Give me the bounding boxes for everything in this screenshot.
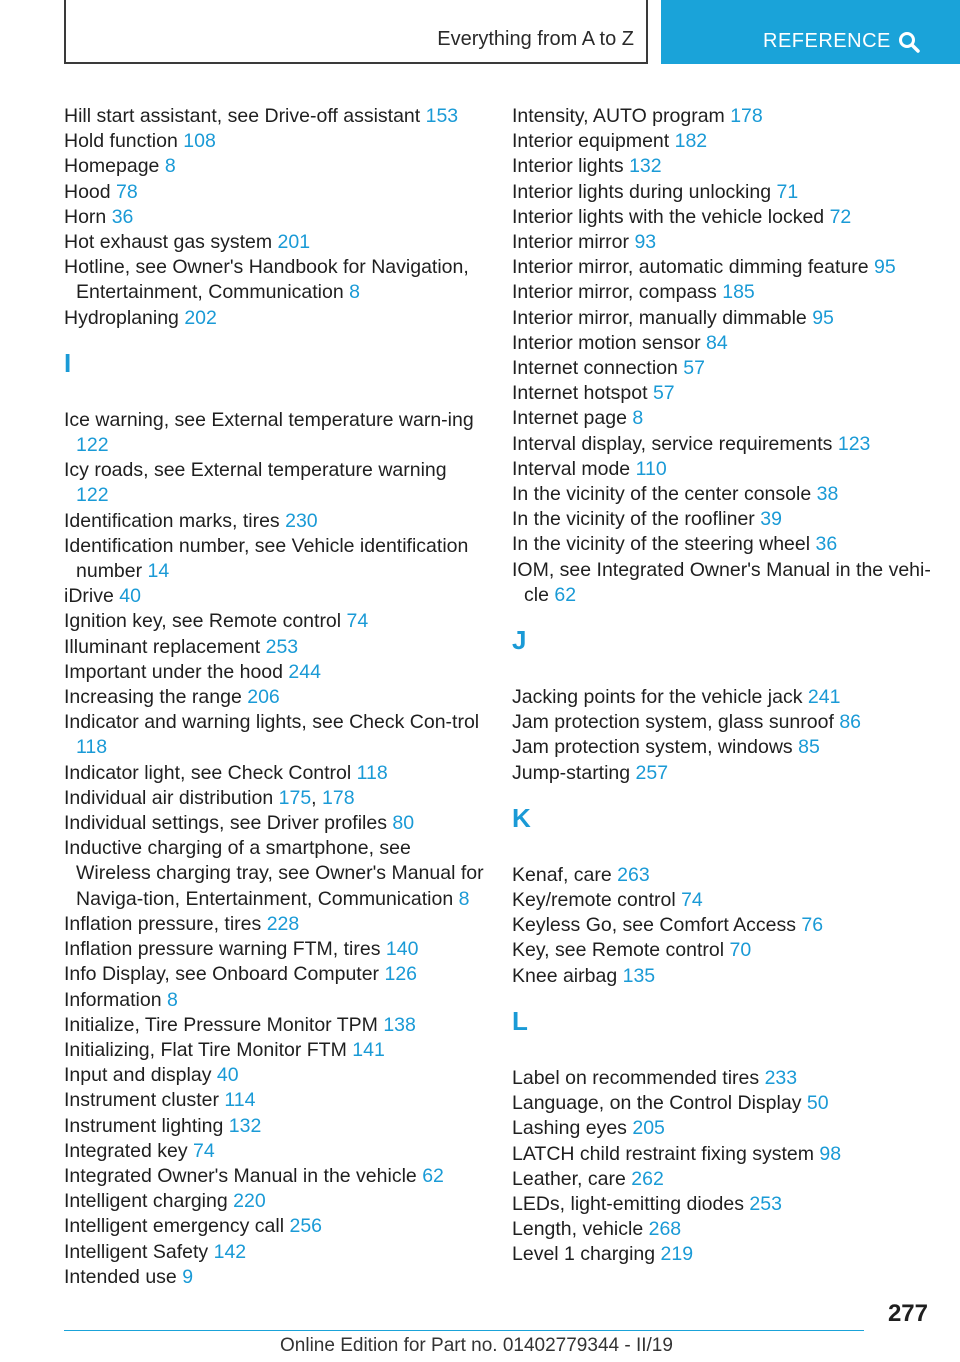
index-entry <box>64 1063 484 1088</box>
page-reference-link[interactable]: 72 <box>829 205 852 228</box>
index-entry-text: Internet hotspot <box>512 382 648 405</box>
page-reference-link[interactable]: 241 <box>807 686 841 709</box>
page-reference-link[interactable]: 78 <box>116 180 138 203</box>
page-reference-link[interactable]: 85 <box>798 736 820 759</box>
index-entry <box>64 129 484 154</box>
index-entry <box>512 1242 932 1267</box>
index-entry <box>512 381 932 406</box>
index-entry <box>64 1013 484 1038</box>
index-entry-text: Increasing the range <box>64 686 242 709</box>
page-reference-link[interactable]: 135 <box>622 964 656 987</box>
page-reference-link[interactable]: 122 <box>76 434 109 457</box>
index-entry <box>64 408 484 458</box>
index-entry <box>64 306 484 331</box>
index-entry <box>64 509 484 534</box>
index-entry <box>512 457 932 482</box>
index-entry-text: Ice warning, see External temperature warn-ing <box>64 408 474 431</box>
page-reference-link[interactable]: 95 <box>812 306 834 329</box>
index-entry-text: Interior lights during unlocking <box>512 180 772 203</box>
reference-label: REFERENCE <box>763 30 891 52</box>
page-reference-link[interactable]: 185 <box>722 281 755 304</box>
index-entry <box>512 331 932 356</box>
page-reference-link[interactable]: 39 <box>760 508 782 531</box>
index-entry-text: Identification marks, tires <box>64 509 280 532</box>
index-entry-text: Inflation pressure, tires <box>64 912 262 935</box>
index-entry <box>64 255 484 305</box>
index-entry <box>64 1139 484 1164</box>
page-reference-link[interactable]: 95 <box>873 256 896 279</box>
index-entry <box>512 507 932 532</box>
index-entry-text: Hot exhaust gas system <box>64 231 273 254</box>
page-reference-link[interactable]: 8 <box>349 281 360 304</box>
page-reference-link[interactable]: 253 <box>749 1192 782 1215</box>
index-entry <box>512 280 932 305</box>
page-reference-link[interactable]: 71 <box>776 180 799 203</box>
index-entry <box>512 964 932 989</box>
index-entry-text: Lashing eyes <box>512 1117 627 1140</box>
index-entry-text: Hotline, see Owner's Handbook for Navigation, Entertainment, Communication <box>64 256 469 304</box>
index-entry <box>64 1189 484 1214</box>
page-reference-link[interactable]: 206 <box>247 686 280 709</box>
index-entry-text: In the vicinity of the center console <box>512 483 812 506</box>
index-entry-text: In the vicinity of the roofliner <box>512 508 755 531</box>
index-entry <box>512 432 932 457</box>
page-reference-link[interactable]: 98 <box>819 1142 842 1165</box>
index-entry-text: Inductive charging of a smartphone, see Wireless charging tray, see Owner's Manual for Naviga-tion, Entertainment, Communication <box>64 837 484 910</box>
index-entry-text: Hydroplaning <box>64 306 179 329</box>
search-icon[interactable] <box>897 30 921 54</box>
index-entry-text: Icy roads, see External temperature warning <box>64 459 447 482</box>
index-entry-text: Initialize, Tire Pressure Monitor TPM <box>64 1013 378 1036</box>
index-entry <box>512 1167 932 1192</box>
index-entry <box>512 482 932 507</box>
footer-divider <box>64 1330 864 1331</box>
index-entry-text: Interval display, service requirements <box>512 432 833 455</box>
index-entry-text: Hold function <box>64 130 178 153</box>
index-entry-text: Individual air distribution <box>64 786 274 809</box>
index-entry <box>512 1091 932 1116</box>
page-reference-link[interactable]: 36 <box>815 533 838 556</box>
index-entry-text: Level 1 charging <box>512 1243 656 1266</box>
index-entry <box>512 205 932 230</box>
index-entry <box>512 913 932 938</box>
index-entry-text: Information <box>64 988 162 1011</box>
edition-footer: Online Edition for Part no. 01402779344 - II/19 <box>280 1335 673 1356</box>
index-entry-text: Jacking points for the vehicle jack <box>512 686 803 709</box>
index-entry <box>512 710 932 735</box>
page-reference-link[interactable]: 57 <box>683 357 705 380</box>
index-entry <box>512 1066 932 1091</box>
index-entry-text: Label on recommended tires <box>512 1066 760 1089</box>
index-entry-text: Horn <box>64 205 107 228</box>
index-entry <box>64 1164 484 1189</box>
index-entry <box>512 532 932 557</box>
index-entry <box>64 811 484 836</box>
index-entry <box>64 230 484 255</box>
index-entry <box>512 685 932 710</box>
index-entry <box>512 761 932 786</box>
page-reference-link[interactable]: 201 <box>277 231 311 254</box>
index-entry-text: Hood <box>64 180 111 203</box>
page-reference-link[interactable]: 38 <box>816 483 839 506</box>
index-entry <box>512 255 932 280</box>
index-column-left <box>64 104 484 1290</box>
page-reference-link[interactable]: 219 <box>660 1243 694 1266</box>
index-entry <box>64 962 484 987</box>
index-letter-heading: J <box>512 625 527 656</box>
page-reference-link[interactable]: 8 <box>458 887 470 910</box>
page-reference-link[interactable]: 9 <box>182 1265 194 1288</box>
index-entry <box>64 154 484 179</box>
index-entry-text: Interval mode <box>512 457 631 480</box>
page-reference-link[interactable]: 132 <box>228 1114 262 1137</box>
page-reference-link[interactable]: 86 <box>839 711 862 734</box>
index-entry-text: Intended use <box>64 1265 177 1288</box>
page-reference-link[interactable]: 40 <box>119 585 141 608</box>
index-entry-text: Interior motion sensor <box>512 331 701 354</box>
index-entry-text: Input and display <box>64 1064 212 1087</box>
index-entry <box>512 938 932 963</box>
section-title: Everything from A to Z <box>437 28 634 50</box>
index-entry-text: Interior lights <box>512 155 624 178</box>
index-entry <box>64 1265 484 1290</box>
page-reference-link[interactable]: 132 <box>629 155 662 178</box>
index-entry-text: Homepage <box>64 155 160 178</box>
page-reference-link[interactable]: 118 <box>76 736 108 759</box>
index-entry <box>64 660 484 685</box>
index-entry-text: Jump-starting <box>512 761 631 784</box>
index-entry <box>64 609 484 634</box>
page-reference-link[interactable]: 138 <box>383 1013 416 1036</box>
page-reference-link[interactable]: 76 <box>801 914 824 937</box>
page-reference-link[interactable]: 178 <box>730 105 763 127</box>
index-entry <box>512 558 932 608</box>
page-reference-link[interactable]: 233 <box>764 1066 798 1089</box>
index-entry-text: Keyless Go, see Comfort Access <box>512 914 796 937</box>
index-entry <box>512 230 932 255</box>
index-entry <box>512 1192 932 1217</box>
index-entry-text: Integrated Owner's Manual in the vehicle <box>64 1164 417 1187</box>
page-number: 277 <box>887 1300 928 1327</box>
index-entry-text: Ignition key, see Remote control <box>64 610 342 633</box>
page-reference-link[interactable]: 114 <box>224 1089 256 1112</box>
page-reference-link[interactable]: 57 <box>652 382 675 405</box>
index-entry-text: Key/remote control <box>512 889 676 912</box>
index-entry <box>512 1142 932 1167</box>
page-reference-link[interactable]: 8 <box>166 988 178 1011</box>
page-reference-link[interactable]: 122 <box>76 484 109 507</box>
index-entry-text: LATCH child restraint fixing system <box>512 1142 814 1165</box>
index-entry-text: Intelligent Safety <box>64 1240 209 1263</box>
index-entry <box>512 735 932 760</box>
index-entry-text: Intensity, AUTO program <box>512 105 725 127</box>
page-reference-link[interactable]: 110 <box>635 457 667 480</box>
index-entry-text: Interior equipment <box>512 130 670 153</box>
index-entry <box>64 458 484 508</box>
index-entry <box>64 180 484 205</box>
index-entry <box>64 988 484 1013</box>
index-entry-text: Knee airbag <box>512 964 618 987</box>
index-entry <box>512 406 932 431</box>
index-entry-text: Interior mirror, automatic dimming feature <box>512 256 869 279</box>
page-reference-link[interactable]: 263 <box>617 863 650 886</box>
page-reference-link[interactable]: 50 <box>806 1092 829 1115</box>
index-entry-text: Hill start assistant, see Drive-off assistant <box>64 105 421 127</box>
page-reference-link[interactable]: 84 <box>706 331 728 354</box>
index-entry <box>64 1240 484 1265</box>
page-reference-link[interactable]: 62 <box>554 583 577 606</box>
page-reference-link[interactable]: 228 <box>266 912 300 935</box>
index-entry-text: Jam protection system, windows <box>512 736 793 759</box>
index-letter-heading: L <box>512 1005 528 1036</box>
page-reference-link[interactable]: 230 <box>285 509 318 532</box>
index-entry <box>512 104 932 129</box>
page-reference-link[interactable]: 153 <box>425 105 459 127</box>
index-entry <box>64 761 484 786</box>
index-entry <box>512 1116 932 1141</box>
index-entry-text: Kenaf, care <box>512 863 612 886</box>
index-entry-text: Indicator light, see Check Control <box>64 761 352 784</box>
page-reference-link[interactable]: 178 <box>322 786 355 809</box>
index-entry <box>64 836 484 912</box>
index-entry-text: Initializing, Flat Tire Monitor FTM <box>64 1038 347 1061</box>
index-entry <box>64 937 484 962</box>
index-entry <box>64 1114 484 1139</box>
section-header-box <box>64 0 648 64</box>
page-reference-link[interactable]: 8 <box>164 155 176 178</box>
index-entry-text: Indicator and warning lights, see Check Con-trol <box>64 711 480 734</box>
index-entry <box>64 710 484 760</box>
index-column-right <box>512 104 932 1268</box>
index-entry <box>64 912 484 937</box>
index-entry-text: Intelligent emergency call <box>64 1215 285 1238</box>
page-reference-link[interactable]: 74 <box>193 1139 215 1162</box>
index-entry-text: Interior lights with the vehicle locked <box>512 205 825 228</box>
index-letter-heading: K <box>512 802 531 833</box>
page-reference-link[interactable]: 141 <box>352 1038 385 1061</box>
index-entry <box>512 356 932 381</box>
index-entry-text: Individual settings, see Driver profiles <box>64 812 387 835</box>
page-reference-link[interactable]: 40 <box>216 1064 239 1087</box>
page-reference-link[interactable]: 244 <box>288 660 321 683</box>
page-reference-link[interactable]: 62 <box>422 1164 444 1187</box>
index-entry-text: Internet page <box>512 407 627 430</box>
page-reference-link[interactable]: 70 <box>729 939 752 962</box>
index-entry <box>512 1217 932 1242</box>
index-entry-text: Instrument cluster <box>64 1089 219 1112</box>
index-entry-text: Key, see Remote control <box>512 939 725 962</box>
index-entry <box>64 1038 484 1063</box>
index-entry <box>64 104 484 129</box>
page-reference-link[interactable]: 74 <box>681 889 703 912</box>
index-entry-text: Inflation pressure warning FTM, tires <box>64 938 381 961</box>
index-entry-text: Interior mirror, manually dimmable <box>512 306 807 329</box>
index-entry <box>64 635 484 660</box>
index-entry-text: In the vicinity of the steering wheel <box>512 533 811 556</box>
index-entry-text: iDrive <box>64 585 114 608</box>
page-reference-link[interactable]: 118 <box>356 761 388 784</box>
page-reference-link[interactable]: 202 <box>184 306 217 329</box>
page-reference-link[interactable]: 126 <box>384 963 418 986</box>
index-entry-text: Instrument lighting <box>64 1114 224 1137</box>
page-reference-link[interactable]: 140 <box>385 938 419 961</box>
reference-tab[interactable] <box>661 0 960 64</box>
index-letter-heading: I <box>64 347 72 378</box>
page-reference-link[interactable]: 80 <box>392 812 415 835</box>
index-entry-text: Intelligent charging <box>64 1190 228 1213</box>
index-entry <box>512 129 932 154</box>
index-entry <box>512 154 932 179</box>
page-reference-link[interactable]: 108 <box>183 130 216 153</box>
index-entry-text: Identification number, see Vehicle identification number <box>64 534 469 583</box>
page-reference-link[interactable]: 123 <box>837 432 871 455</box>
page-reference-link[interactable]: 182 <box>674 130 708 153</box>
index-entry-text: Jam protection system, glass sunroof <box>512 711 834 734</box>
page-reference-link[interactable]: 8 <box>632 407 644 430</box>
index-entry-text: Important under the hood <box>64 660 283 683</box>
index-entry-text: Illuminant replacement <box>64 635 261 658</box>
index-entry <box>512 888 932 913</box>
index-entry <box>64 1088 484 1113</box>
index-entry-text: Length, vehicle <box>512 1218 644 1241</box>
index-entry <box>64 534 484 584</box>
page-reference-link[interactable]: 220 <box>233 1190 266 1213</box>
page-reference-link[interactable]: 14 <box>147 560 170 583</box>
index-entry <box>512 306 932 331</box>
page-reference-link[interactable]: 253 <box>265 635 299 658</box>
index-entry <box>64 685 484 710</box>
page-reference-link[interactable]: 175 <box>278 786 312 809</box>
page-reference-link[interactable]: 262 <box>631 1167 664 1190</box>
page-reference-link[interactable]: 142 <box>213 1240 247 1263</box>
page-reference-link[interactable]: 257 <box>635 761 669 784</box>
page-reference-link[interactable]: 268 <box>648 1218 682 1241</box>
index-entry-text: Language, on the Control Display <box>512 1092 802 1115</box>
page-reference-link[interactable]: 36 <box>111 205 134 228</box>
index-entry <box>512 863 932 888</box>
index-entry-text: Integrated key <box>64 1139 188 1162</box>
index-entry <box>64 584 484 609</box>
page-reference-link[interactable]: 93 <box>634 231 657 254</box>
page-reference-link[interactable]: 74 <box>346 610 369 633</box>
index-entry-text: Leather, care <box>512 1167 626 1190</box>
index-entry-text: Info Display, see Onboard Computer <box>64 963 380 986</box>
index-entry <box>64 1214 484 1239</box>
index-entry-text: Internet connection <box>512 357 678 380</box>
index-entry-text: Interior mirror <box>512 231 630 254</box>
index-entry-text: IOM, see Integrated Owner's Manual in the vehi-cle <box>512 558 931 606</box>
index-entry: Individual air distribution 175, 178 <box>64 786 355 809</box>
page-reference-link[interactable]: 205 <box>632 1117 665 1140</box>
page-reference-link[interactable]: 256 <box>289 1215 323 1238</box>
index-entry <box>64 205 484 230</box>
index-entry <box>512 180 932 205</box>
index-entry-text: Interior mirror, compass <box>512 281 717 304</box>
index-entry-text: LEDs, light-emitting diodes <box>512 1192 744 1215</box>
